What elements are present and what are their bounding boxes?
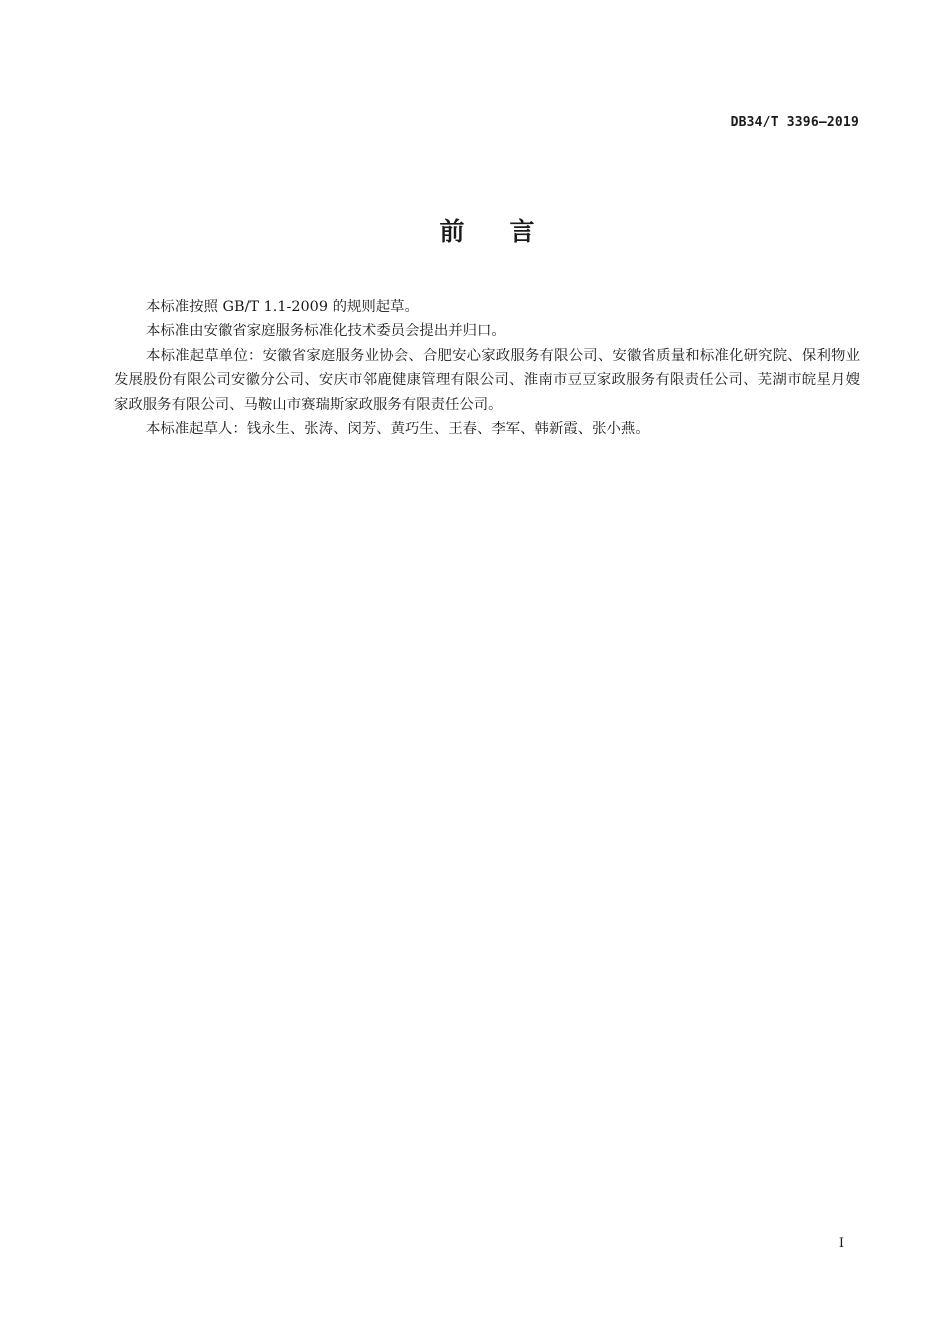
proposer-paragraph: 本标准由安徽省家庭服务标准化技术委员会提出并归口。 [146, 323, 506, 340]
document-code: DB34/T 3396—2019 [730, 115, 859, 130]
preface-title-char-2: 言 [509, 217, 536, 246]
preface-body [114, 295, 860, 441]
page-number: I [838, 1236, 844, 1251]
drafters-paragraph: 本标准起草人：钱永生、张涛、闵芳、黄巧生、王春、李军、韩新霞、张小燕。 [146, 421, 650, 438]
drafting-rules-paragraph: 本标准按照 GB/T 1.1-2009 的规则起草。 [146, 299, 419, 315]
drafting-units-paragraph: 本标准起草单位：安徽省家庭服务业协会、合肥安心家政服务有限公司、安徽省质量和标准化研究院、保利物业发展股份有限公司安徽分公司、安庆市邻鹿健康管理有限公司、淮南市豆豆家政服务有限责任公司、芜湖市皖星月嫂家政服务有限公司、马鞍山市赛瑞斯家政服务有限责任公司。 [114, 347, 860, 413]
preface-title [0, 212, 950, 248]
preface-title-char-1: 前 [439, 217, 466, 246]
